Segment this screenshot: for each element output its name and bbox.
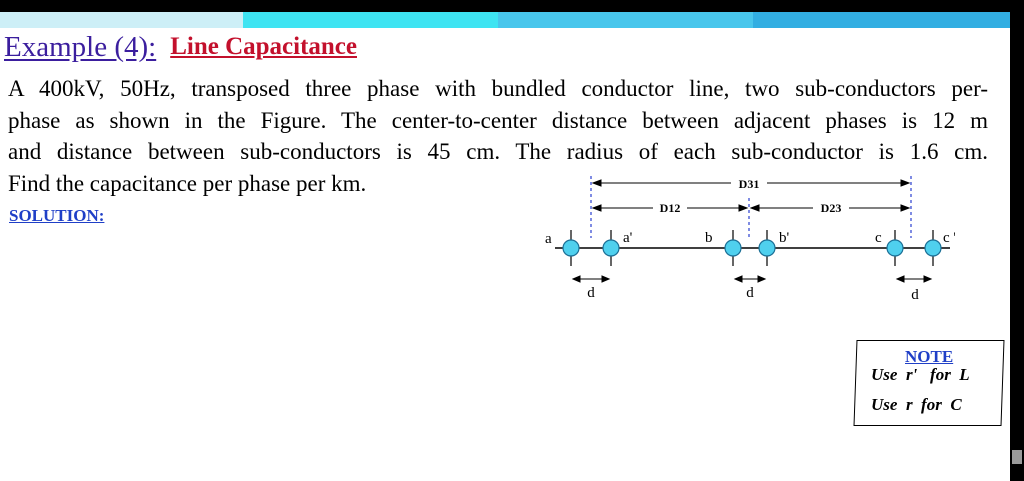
conductor-figure [535,168,955,310]
problem-line-4-text: Find the capacitance per phase per km. [8,170,367,196]
note-title: NOTE [905,347,954,366]
top-bar [0,0,1010,12]
conductor-c-prime [925,240,941,256]
label-b: b [705,230,713,246]
label-c: c [875,230,882,246]
label-d31: D31 [738,177,760,191]
solution-label: SOLUTION: [9,206,105,225]
label-b-prime: b' [779,230,790,246]
label-a: a [545,231,552,247]
label-c-prime: c ' [943,230,955,246]
conductor-c [887,240,903,256]
header-band-4 [753,12,1010,28]
note-line-1: Use r' for L [871,365,970,384]
note-box [855,340,1003,426]
conductor-a-prime [603,240,619,256]
d23-arrowhead-right [901,205,909,211]
label-d23: D23 [820,201,842,215]
note-line-2: Use r for C [871,395,962,414]
label-d12: D12 [659,201,681,215]
d31-arrowhead-right [901,180,909,186]
label-d-b: d [746,285,754,301]
label-a-prime: a' [623,230,633,246]
label-d-c: d [911,287,919,303]
problem-line-2: phase as shown in the Figure. The center-to-center distance between adjacent phases is 12 m [8,107,988,133]
d12-arrowhead-left [593,205,601,211]
slide-title [4,31,357,64]
problem-line-1: A 400kV, 50Hz, transposed three phase with bundled conductor line, two sub-conductors per- [8,76,988,101]
header-band-3 [498,12,753,28]
d31-arrowhead-left [593,180,601,186]
scrollbar-thumb[interactable] [1012,450,1022,464]
conductor-b-prime [759,240,775,256]
problem-line-3: and distance between sub-conductors is 45 cm. The radius of each sub-conductor is 1.6 cm. [8,139,988,164]
topic-heading: Line Capacitance [170,33,357,60]
conductor-diagram [535,168,955,310]
d12-arrowhead-right [739,205,747,211]
conductor-a [563,240,579,256]
header-band-1 [0,12,243,28]
conductor-b [725,240,741,256]
header-band-2 [243,12,498,28]
label-d-a: d [587,285,595,301]
example-heading: Example (4): [4,31,157,63]
d23-arrowhead-left [751,205,759,211]
